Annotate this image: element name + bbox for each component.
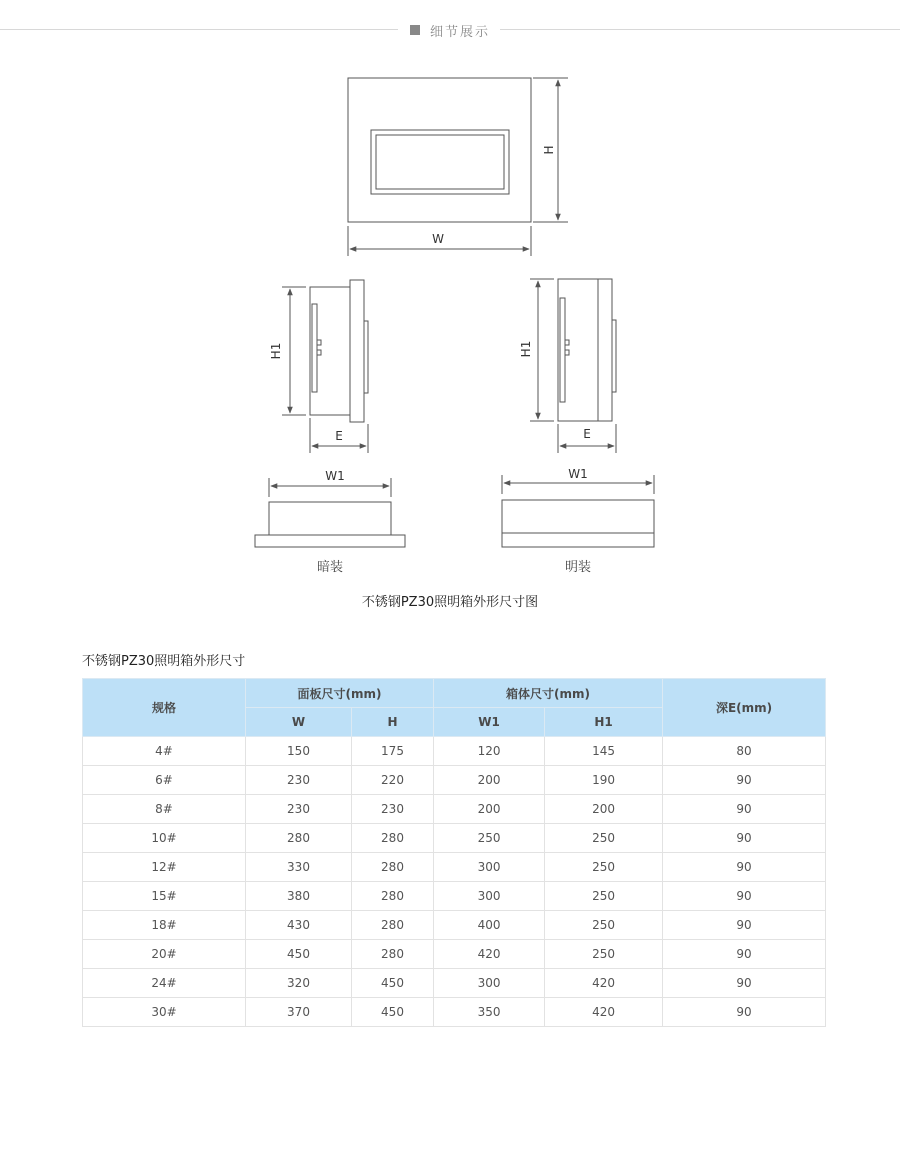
table-row bbox=[83, 795, 826, 824]
cell-h: 175 bbox=[352, 737, 434, 766]
cell-depth: 80 bbox=[663, 737, 826, 766]
width-label: W bbox=[432, 232, 444, 246]
table-row bbox=[83, 737, 826, 766]
cell-spec: 6# bbox=[83, 766, 246, 795]
cell-w1: 120 bbox=[434, 737, 545, 766]
cell-w1: 400 bbox=[434, 911, 545, 940]
surface-e-label: E bbox=[583, 427, 591, 441]
cell-h: 230 bbox=[352, 795, 434, 824]
surface-h1-label: H1 bbox=[519, 340, 533, 358]
cell-w1: 200 bbox=[434, 766, 545, 795]
cell-h: 450 bbox=[352, 998, 434, 1027]
cell-depth: 90 bbox=[663, 795, 826, 824]
header-h: H bbox=[352, 708, 434, 737]
cell-w: 230 bbox=[246, 795, 352, 824]
cell-w1: 300 bbox=[434, 853, 545, 882]
cell-spec: 20# bbox=[83, 940, 246, 969]
cell-w: 370 bbox=[246, 998, 352, 1027]
surface-mount-label: 明装 bbox=[564, 560, 592, 575]
front-window-inner bbox=[376, 135, 504, 189]
cell-h1: 145 bbox=[545, 737, 663, 766]
front-window-outer bbox=[371, 130, 509, 194]
flush-side-handle bbox=[364, 321, 368, 393]
cell-w: 320 bbox=[246, 969, 352, 998]
surface-bottom-body bbox=[502, 500, 654, 533]
cell-h1: 250 bbox=[545, 824, 663, 853]
cell-spec: 8# bbox=[83, 795, 246, 824]
cell-w1: 250 bbox=[434, 824, 545, 853]
flush-bottom-body bbox=[269, 502, 391, 535]
cell-w: 280 bbox=[246, 824, 352, 853]
header-w1: W1 bbox=[434, 708, 545, 737]
cell-h: 450 bbox=[352, 969, 434, 998]
cell-w: 380 bbox=[246, 882, 352, 911]
table-row bbox=[83, 766, 826, 795]
cell-spec: 12# bbox=[83, 853, 246, 882]
cell-h1: 420 bbox=[545, 969, 663, 998]
cell-h: 280 bbox=[352, 882, 434, 911]
cell-depth: 90 bbox=[663, 882, 826, 911]
cell-w1: 350 bbox=[434, 998, 545, 1027]
cell-w1: 420 bbox=[434, 940, 545, 969]
table-row bbox=[83, 998, 826, 1027]
table-row bbox=[83, 969, 826, 998]
flush-bottom-panel bbox=[255, 535, 405, 547]
cell-depth: 90 bbox=[663, 940, 826, 969]
cell-depth: 90 bbox=[663, 766, 826, 795]
figure-caption: 不锈钢PZ30照明箱外形尺寸图 bbox=[361, 595, 539, 610]
table-row bbox=[83, 824, 826, 853]
cell-spec: 4# bbox=[83, 737, 246, 766]
cell-h1: 250 bbox=[545, 882, 663, 911]
cell-h: 220 bbox=[352, 766, 434, 795]
cell-depth: 90 bbox=[663, 911, 826, 940]
surface-side-panel bbox=[598, 279, 612, 421]
cell-spec: 30# bbox=[83, 998, 246, 1027]
header-panel-size: 面板尺寸(mm) bbox=[246, 679, 434, 708]
section-title: 细节展示 bbox=[430, 25, 491, 40]
table-row bbox=[83, 882, 826, 911]
flush-e-label: E bbox=[335, 429, 343, 443]
surface-w1-label: W1 bbox=[568, 467, 588, 481]
surface-bottom-panel bbox=[502, 533, 654, 547]
table-row bbox=[83, 911, 826, 940]
cell-w: 430 bbox=[246, 911, 352, 940]
header-depth: 深E(mm) bbox=[663, 679, 826, 737]
cell-h1: 190 bbox=[545, 766, 663, 795]
cell-h1: 250 bbox=[545, 911, 663, 940]
cell-w: 150 bbox=[246, 737, 352, 766]
cell-h: 280 bbox=[352, 853, 434, 882]
spec-table bbox=[82, 678, 826, 1027]
height-label: H bbox=[542, 145, 556, 155]
table-row bbox=[83, 853, 826, 882]
surface-side-handle bbox=[612, 320, 616, 392]
cell-h1: 420 bbox=[545, 998, 663, 1027]
cell-depth: 90 bbox=[663, 824, 826, 853]
cell-h1: 250 bbox=[545, 940, 663, 969]
cell-w: 330 bbox=[246, 853, 352, 882]
cell-h1: 200 bbox=[545, 795, 663, 824]
cell-h: 280 bbox=[352, 911, 434, 940]
cell-w1: 300 bbox=[434, 969, 545, 998]
cell-spec: 15# bbox=[83, 882, 246, 911]
header-w: W bbox=[246, 708, 352, 737]
cell-h: 280 bbox=[352, 940, 434, 969]
flush-h1-label: H1 bbox=[269, 342, 283, 360]
header-spec: 规格 bbox=[83, 679, 246, 737]
cell-spec: 24# bbox=[83, 969, 246, 998]
cell-w: 230 bbox=[246, 766, 352, 795]
cell-w1: 300 bbox=[434, 882, 545, 911]
cell-depth: 90 bbox=[663, 853, 826, 882]
cell-h1: 250 bbox=[545, 853, 663, 882]
cell-h: 280 bbox=[352, 824, 434, 853]
flush-side-body bbox=[310, 287, 350, 415]
flush-mount-label: 暗装 bbox=[316, 560, 344, 575]
cell-spec: 18# bbox=[83, 911, 246, 940]
cell-depth: 90 bbox=[663, 969, 826, 998]
table-row bbox=[83, 940, 826, 969]
surface-side-body bbox=[558, 279, 598, 421]
cell-w: 450 bbox=[246, 940, 352, 969]
header-box-size: 箱体尺寸(mm) bbox=[434, 679, 663, 708]
cell-depth: 90 bbox=[663, 998, 826, 1027]
flush-w1-label: W1 bbox=[325, 469, 345, 483]
cell-w1: 200 bbox=[434, 795, 545, 824]
flush-side-panel bbox=[350, 280, 364, 422]
table-title: 不锈钢PZ30照明箱外形尺寸 bbox=[82, 654, 246, 669]
cell-spec: 10# bbox=[83, 824, 246, 853]
header-h1: H1 bbox=[545, 708, 663, 737]
